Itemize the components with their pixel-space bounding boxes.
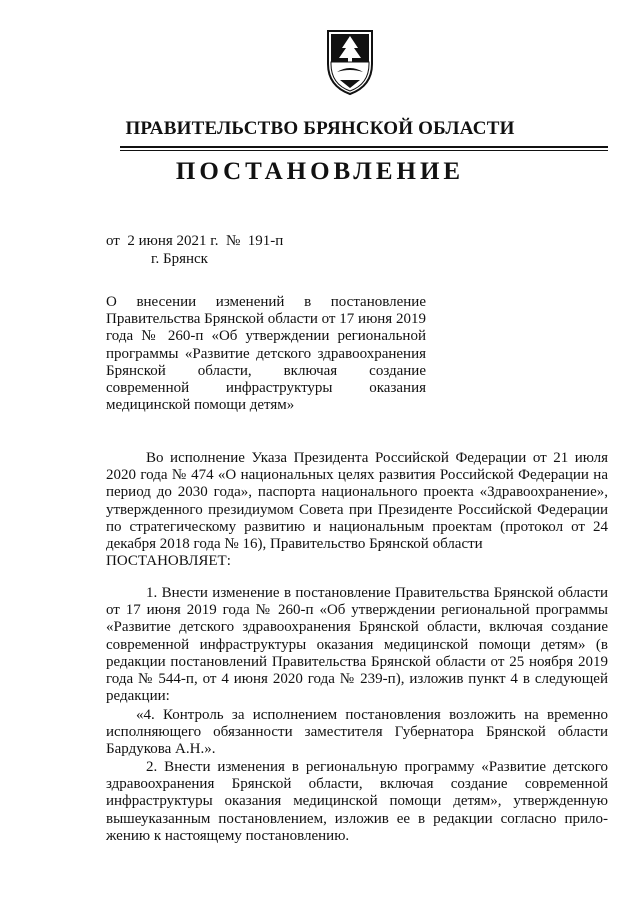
preamble-paragraph xyxy=(106,450,608,570)
document-city: г. Брянск xyxy=(151,251,208,267)
item-2-paragraph: 2. Внести изменения в региональную программу «Развитие детского здравоохранения Брянской области, включая создание современной инфраструктуры оказания медицинской помощи детям», утвержденную вышеуказанным постановлением, изложив ее в редакции согласно приложению к настоящему постановлению. xyxy=(106,759,608,844)
coat-of-arms-icon xyxy=(325,28,375,96)
header-divider-thick xyxy=(120,146,608,148)
organization-title: ПРАВИТЕЛЬСТВО БРЯНСКОЙ ОБЛАСТИ xyxy=(125,118,515,139)
header-divider-thin xyxy=(120,150,608,151)
document-type-title: ПОСТАНОВЛЕНИЕ xyxy=(175,158,465,185)
item-1-quoted-text: «4. Контроль за исполнением постановления возложить на временно исполняющего обязанности заместителя Губернатора Брянской области Бардукова А.Н.». xyxy=(106,707,608,758)
document-date-number: от 2 июня 2021 г. № 191-п xyxy=(106,233,284,249)
item-1-paragraph: 1. Внести изменение в постановление Правительства Брянской области от 17 июня 2019 года № 260-п «Об утверждении региональной программы «Развитие детского здравоохранения Брянской области, включая создание современной инфраструктуры оказания медицинской помощи детям» (в редакции постановлений Правительства Брянской области от 25 ноября 2019 года № 544-п, от 4 июня 2020 года № 239-п), изложив пункт 4 в следующей редакции: xyxy=(106,585,608,705)
decree-word: ПОСТАНОВЛЯЕТ: xyxy=(106,553,231,570)
document-subject: О внесении изменений в постановление Правительства Брянской области от 17 июня 2019 года № 260-п «Об утверждении региональной программы «Развитие детского здравоохранения Брянской области, включая создание современной инфраструктуры оказания медицинской помощи детям» xyxy=(106,294,426,414)
preamble-text: Во исполнение Указа Президента Российской Федерации от 21 июля 2020 года № 474 «О национальных целях развития Российской Федерации на период до 2030 года», паспорта национального проекта «Здравоохранение», утвержденного президиумом Совета при Президенте Российской Федерации по стратегическому развитию и национальным проектам (протокол от 24 декабря 2018 года № 16), Правительство Брянской области xyxy=(106,450,608,553)
